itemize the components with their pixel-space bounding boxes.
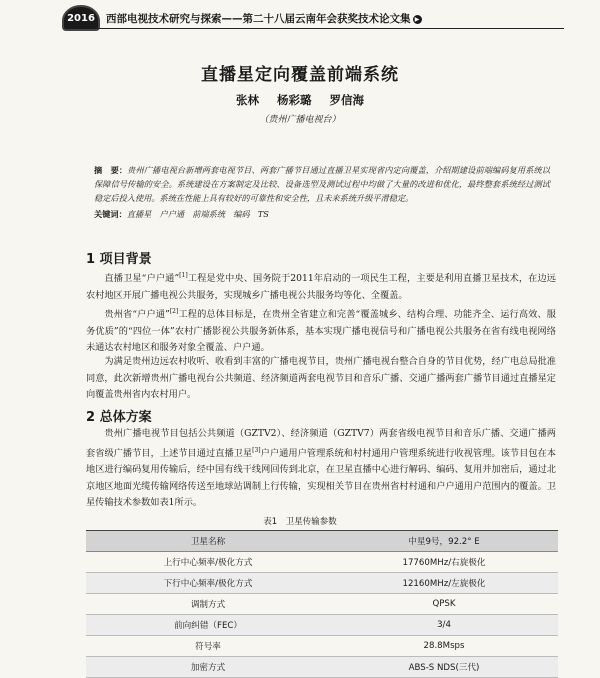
table-cell: ABS-S NDS(三代) [330, 657, 558, 678]
paragraph [86, 426, 556, 512]
paper-authors: 张林 杨彩璐 罗信海 [235, 93, 364, 107]
table-cell: 17760MHz/右旋极化 [330, 552, 558, 573]
table-row [86, 657, 558, 678]
table-header-cell: 中星9号，92.2° E [330, 531, 558, 552]
citation-ref: [3] [252, 446, 261, 454]
paragraph-text: 直播卫星“户户通” [104, 273, 180, 285]
satellite-params-table [86, 530, 558, 678]
table-cell: 28.8Msps [330, 636, 558, 657]
paragraph [86, 304, 556, 357]
citation-ref: [1] [179, 272, 188, 279]
paragraph [86, 268, 556, 304]
paragraph-text: 户户通用户管理系统和村村通用户管理系统进行收视管理。该节目包在本地区进行编码复用传输后，经中国有线干线网回传到北京，在卫星直播中心进行解码、编码、复用并加密后，通过北京地区地面光缆传输网络传送至地球站调制上行传输，实现相关节目在贵州省村村通和户户通用户范围内的覆盖。卫星传输技术参数如表1所示。 [86, 447, 556, 509]
paragraph-text: 工程的总体目标是，在贵州全省建立和完善“覆盖城乡、结构合理、功能齐全、运行高效、服务优质”的“四位一体”农村广播影视公共服务新体系，基本实现广播电视信号和广播电视公共服务在省有线电视网络未通达农村地区和服务对象全覆盖、户户通。 [86, 309, 556, 354]
table-cell: 前向纠错（FEC） [86, 615, 330, 636]
conference-logo [62, 5, 100, 31]
paragraph-text: 工程是党中央、国务院于2011年启动的一项民生工程，主要是利用直播卫星技术，在边远农村地区开展广播电视公共服务，实现城乡广播电视公共服务均等化、全覆盖。 [86, 273, 556, 301]
abstract-label: 摘 要： [94, 165, 128, 175]
running-title [106, 11, 422, 26]
keywords [94, 207, 550, 221]
section-heading-scheme: 2 总体方案 [86, 410, 152, 425]
paper-affiliation: （贵州广播电视台） [259, 115, 341, 125]
running-header [62, 6, 572, 30]
arrow-right-icon: ▶ [413, 15, 422, 24]
table-row [86, 615, 558, 636]
table-caption: 表1 卫星传输参数 [263, 517, 337, 527]
logo-year: 2016 [67, 12, 95, 24]
keywords-label: 关键词： [94, 209, 127, 219]
table-cell: QPSK [330, 594, 558, 615]
table-cell: 3/4 [330, 615, 558, 636]
table-cell: 下行中心频率/极化方式 [86, 573, 330, 594]
keywords-list: 直播星 户户通 前端系统 编码 TS [126, 209, 269, 219]
table-row [86, 594, 558, 615]
table-row [86, 636, 558, 657]
table-cell: 12160MHz/左旋极化 [330, 573, 558, 594]
table-row [86, 573, 558, 594]
table-header-row [86, 531, 558, 552]
section-heading-background: 1 项目背景 [86, 252, 152, 267]
paragraph-text: 贵州省“户户通” [104, 309, 170, 321]
table-cell: 调制方式 [86, 594, 330, 615]
paragraph-text: 贵州广播电视节目包括公共频道（GZTV2）、经济频道（GZTV7）两套省级电视节目和音乐广播、交通广播两套省级广播节目，上述节目通过直播卫星 [86, 428, 556, 459]
abstract [94, 163, 550, 205]
table-cell: 加密方式 [86, 657, 330, 678]
citation-ref: [2] [169, 308, 179, 315]
abstract-text: 贵州广播电视台新增两套电视节目、两套广播节目通过直播卫星实现省内定向覆盖，介绍期建设前端编码复用系统以保障信号传输的安全。系统建设在方案制定及比较、设备选型及测试过程中均做了大量的改进和优化，最终整套系统经过测试稳定后投入使用。系统在性能上具有较好的可靠性和安全性，且未来系统升级平滑稳定。 [94, 165, 550, 203]
table-row [86, 552, 558, 573]
paragraph [86, 354, 556, 404]
table-cell: 符号率 [86, 636, 330, 657]
header-divider [96, 28, 564, 29]
paragraph-text: 为满足贵州边远农村收听、收看到丰富的广播电视节目，贵州广播电视台整合自身的节目优势，经广电总局批准同意，此次新增贵州广播电视台公共频道、经济频道两套电视节目和音乐广播、交通广播两套广播节目通过直播星定向覆盖贵州省内农村用户。 [86, 356, 556, 401]
paper-title: 直播星定向覆盖前端系统 [201, 65, 399, 85]
table-header-cell: 卫星名称 [86, 531, 330, 552]
running-title-text: 西部电视技术研究与探索——第二十八届云南年会获奖技术论文集 [106, 12, 411, 25]
table-cell: 上行中心频率/极化方式 [86, 552, 330, 573]
